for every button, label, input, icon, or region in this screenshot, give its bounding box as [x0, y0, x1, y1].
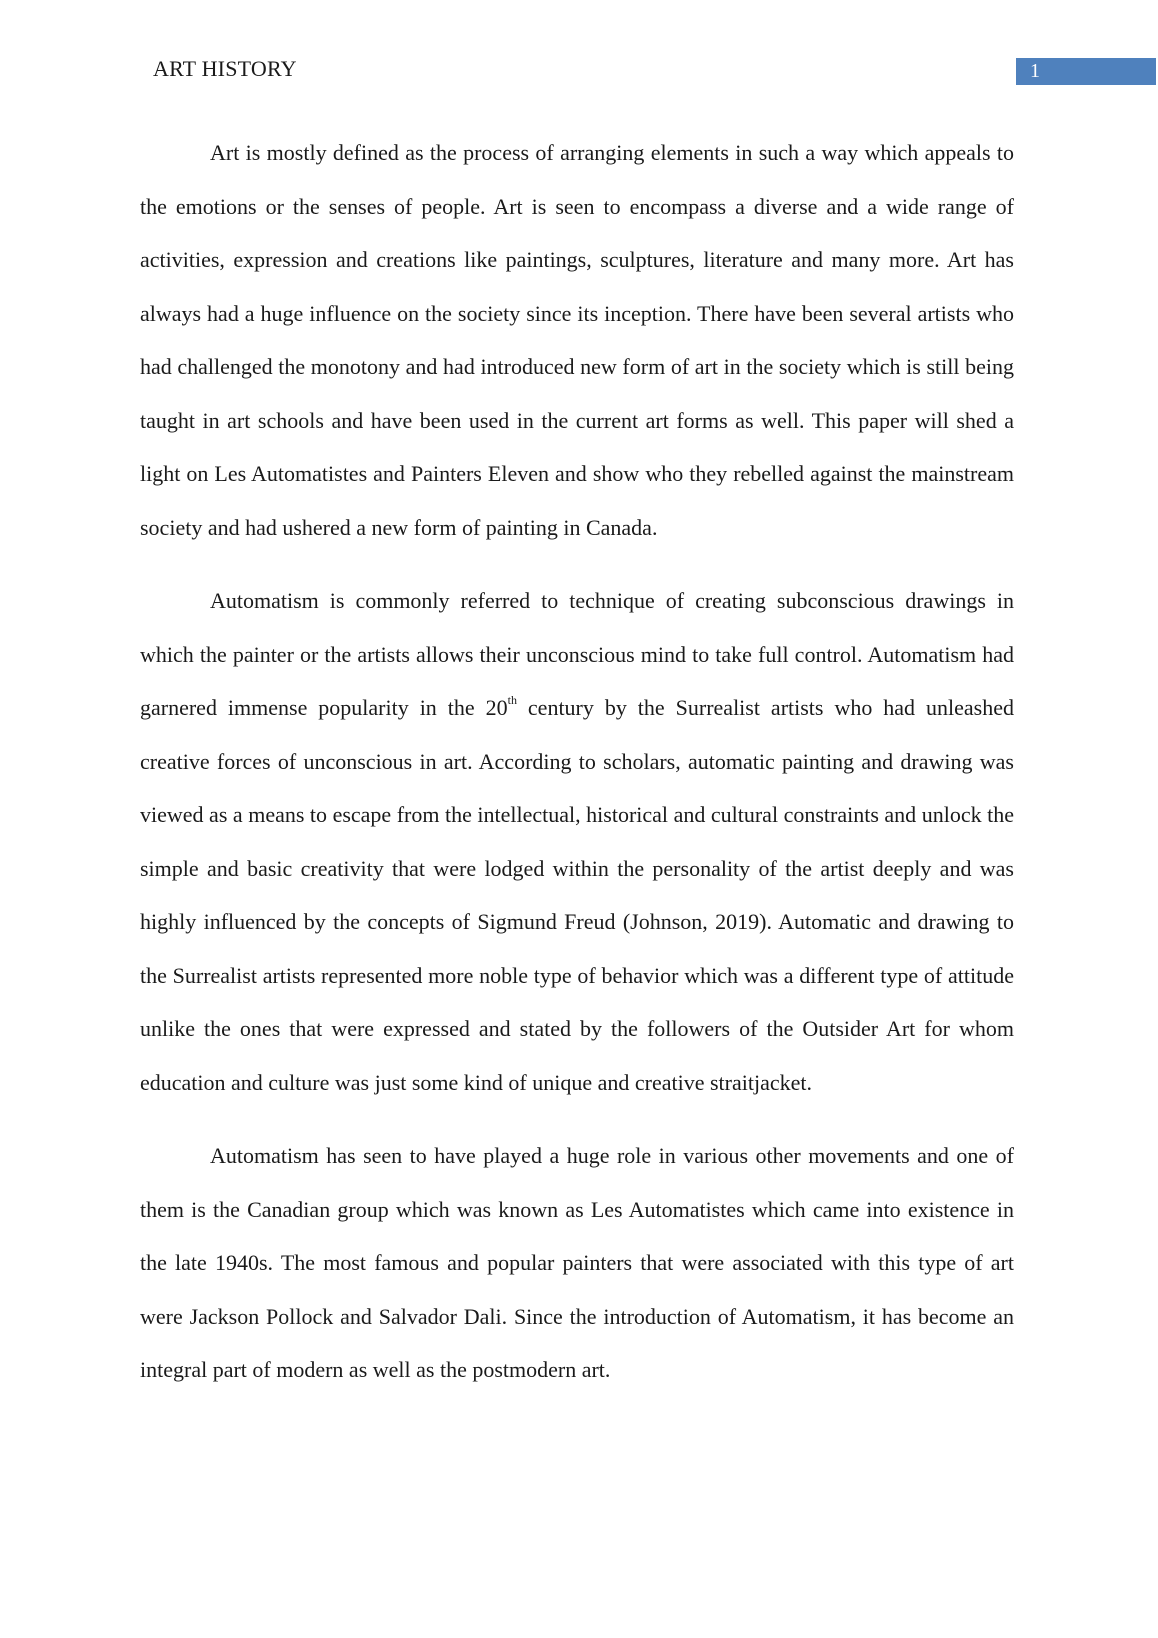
- paragraph-automatism-text-end: century by the Surrealist artists who had unleashed creative forces of unconscious in art. According to scholars, automatic painting and drawing was viewed as a means to escape from the intellectual, historical and cultural constraints and unlock the simple and basic creativity that were lodged within the personality of the artist deeply and was highly influenced by the concepts of Sigmund Freud (Johnson, 2019). Automatic and drawing to the Surrealist artists represented more noble type of behavior which was a different type of attitude unlike the ones that were expressed and stated by the followers of the Outsider Art for whom education and culture was just some kind of unique and creative straitjacket.: [140, 695, 1014, 1095]
- paragraph-automatism-text-start: Automatism is commonly referred to technique of creating subconscious drawings in which the painter or the artists allows their unconscious mind to take full control. Automatism had garnered immense popularity in the 20: [140, 588, 1014, 720]
- paragraph-intro: Art is mostly defined as the process of arranging elements in such a way which appeals to the emotions or the senses of people. Art is seen to encompass a diverse and a wide range of activities, expression and creations like paintings, sculptures, literature and many more. Art has always had a huge influence on the society since its inception. There have been several artists who had challenged the monotony and had introduced new form of art in the society which is still being taught in art schools and have been used in the current art forms as well. This paper will shed a light on Les Automatistes and Painters Eleven and show who they rebelled against the mainstream society and had ushered a new form of painting in Canada.: [140, 140, 1014, 540]
- page-header: [0, 0, 1158, 100]
- document-body: [140, 126, 1014, 1417]
- ordinal-superscript: th: [507, 692, 517, 707]
- paragraph-les-automatistes: Automatism has seen to have played a huge role in various other movements and one of them is the Canadian group which was known as Les Automatistes which came into existence in the late 1940s. The most famous and popular painters that were associated with this type of art were Jackson Pollock and Salvador Dali. Since the introduction of Automatism, it has become an integral part of modern as well as the postmodern art.: [140, 1143, 1014, 1382]
- paragraph-automatism: [140, 574, 1014, 1109]
- running-head: ART HISTORY: [153, 56, 297, 81]
- page-number: 1: [1030, 60, 1040, 82]
- page-number-box: [1016, 58, 1156, 85]
